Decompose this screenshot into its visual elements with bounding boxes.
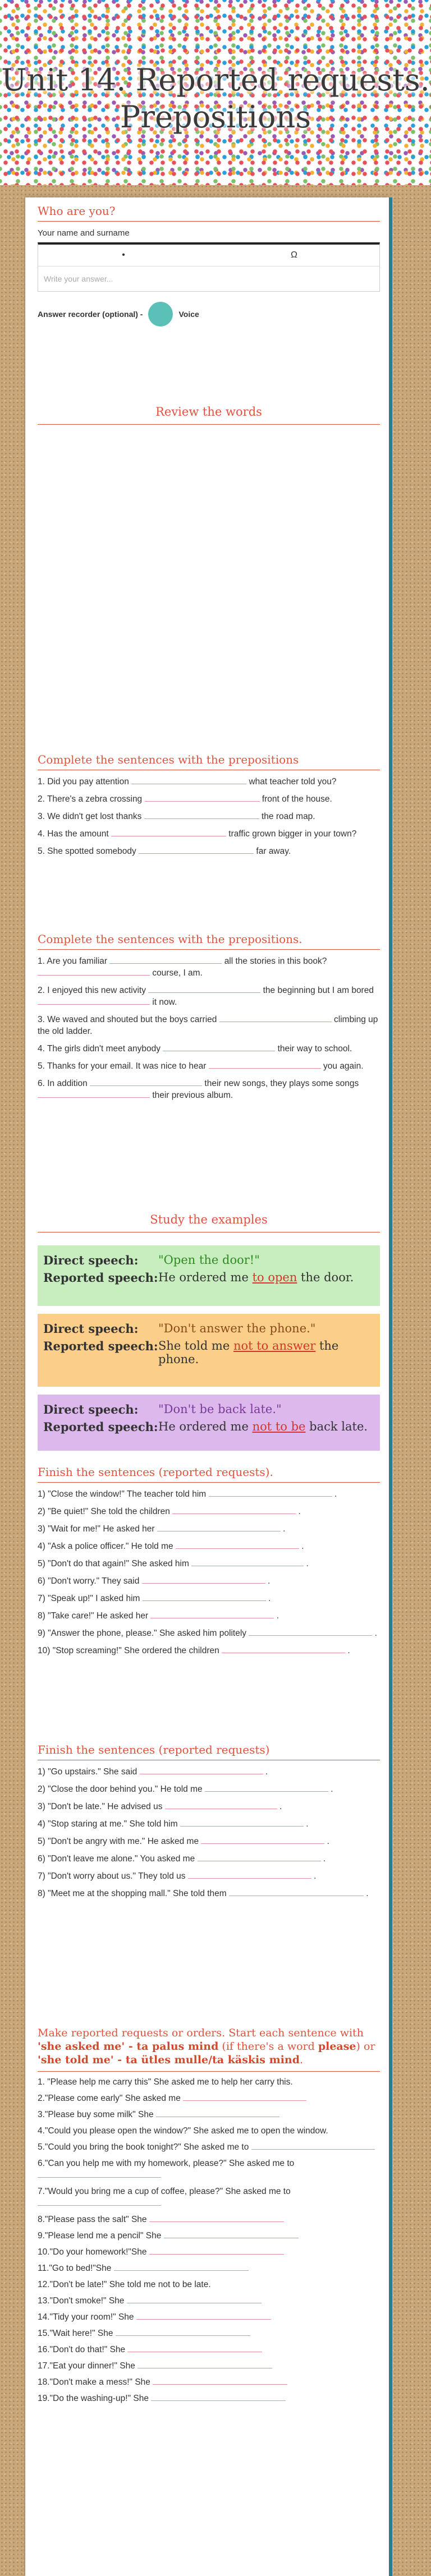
editor-toolbar xyxy=(38,245,379,266)
list-item: 2. I enjoyed this new activity the beginning but I am bored it now. xyxy=(38,986,374,1007)
prep1-section xyxy=(38,753,380,863)
answer-blank[interactable] xyxy=(38,996,150,1005)
direct-label: Direct speech: xyxy=(43,1402,139,1416)
list-item: 9) "Answer the phone, please." She asked him politely . xyxy=(38,1629,377,1638)
direct-label: Direct speech: xyxy=(43,1322,139,1336)
list-item: 8) "Take care!" He asked her . xyxy=(38,1611,279,1621)
list-item: 5. Thanks for your email. It was nice to hear you again. xyxy=(38,1061,364,1071)
list-item: 4. The girls didn't meet anybody their way to school. xyxy=(38,1044,352,1054)
examples-heading: Study the examples xyxy=(38,1213,380,1232)
header-banner xyxy=(0,0,431,185)
list-item: 8."Please pass the salt" She xyxy=(38,2214,380,2225)
answer-blank[interactable] xyxy=(90,1078,202,1086)
list-item: 3) "Don't be late." He advised us . xyxy=(38,1802,282,1811)
answer-blank[interactable] xyxy=(127,2295,262,2303)
page-title: Unit 14. Reported requests. Prepositions xyxy=(1,62,430,135)
answer-blank[interactable] xyxy=(205,1783,328,1792)
list-item: 2. There's a zebra crossing front of the house. xyxy=(38,794,332,804)
voice-label: Voice xyxy=(178,310,199,319)
answer-blank[interactable] xyxy=(145,793,260,802)
list-item: 5) "Don't be angry with me." He asked me . xyxy=(38,1837,329,1846)
answer-blank[interactable] xyxy=(180,1818,304,1827)
list-item: 2) "Close the door behind you." He told me . xyxy=(38,1784,333,1794)
list-item: 4. Has the amount traffic grown bigger in your town? xyxy=(38,829,357,839)
list-item: 6) "Don't leave me alone." You asked me . xyxy=(38,1854,326,1864)
list-item: 7) "Speak up!" I asked him . xyxy=(38,1594,271,1603)
answer-blank[interactable] xyxy=(38,1089,150,1098)
answer-blank[interactable] xyxy=(111,828,226,836)
bullet-button[interactable]: • xyxy=(122,250,125,260)
answer-blank[interactable] xyxy=(229,1888,364,1896)
list-item: 8) "Meet me at the shopping mall." She told them . xyxy=(38,1889,369,1898)
direct-label: Direct speech: xyxy=(43,1253,139,1267)
answer-blank[interactable] xyxy=(140,1766,263,1774)
list-item: 5."Could you bring the book tonight?" She asked me to xyxy=(38,2141,380,2153)
answer-blank[interactable] xyxy=(222,1645,345,1653)
answer-blank[interactable] xyxy=(143,1593,266,1601)
list-item: 4."Could you please open the window?" She asked me to open the window. xyxy=(38,2126,328,2136)
list-item: 19."Do the washing-up!" She xyxy=(38,2393,380,2404)
answer-blank[interactable] xyxy=(249,1627,372,1636)
answer-blank[interactable] xyxy=(38,967,150,976)
answer-blank[interactable] xyxy=(116,2327,250,2336)
answer-blank[interactable] xyxy=(114,2262,249,2271)
list-item: 1. Are you familiar all the stories in this book? course, I am. xyxy=(38,956,327,978)
answer-blank[interactable] xyxy=(38,2197,161,2206)
example-card xyxy=(38,1395,380,1451)
list-item: 15."Wait here!" She xyxy=(38,2327,380,2339)
prep1-heading: Complete the sentences with the prepositions xyxy=(38,753,380,770)
list-item: 2."Please come early" She asked me xyxy=(38,2092,380,2104)
who-heading: Who are you? xyxy=(38,204,380,222)
list-item: 17."Eat your dinner!" She xyxy=(38,2360,380,2372)
answer-blank[interactable] xyxy=(209,1060,321,1069)
name-label: Your name and surname xyxy=(38,228,130,238)
list-item: 14."Tidy your room!" She xyxy=(38,2311,380,2323)
answer-input[interactable]: Write your answer... xyxy=(44,274,113,283)
answer-blank[interactable] xyxy=(136,2311,271,2320)
answer-blank[interactable] xyxy=(209,1488,332,1497)
list-item: 10."Do your homework!"She xyxy=(38,2246,380,2258)
reported-label: Reported speech: xyxy=(43,1420,158,1434)
finish2-section xyxy=(38,1743,380,1905)
list-item: 18."Don't make a mess!" She xyxy=(38,2376,380,2388)
direct-quote: "Don't be back late." xyxy=(158,1402,282,1416)
answer-blank[interactable] xyxy=(142,1575,265,1584)
list-item: 1) "Go upstairs." She said . xyxy=(38,1767,268,1777)
direct-quote: "Open the door!" xyxy=(158,1253,260,1267)
example-card xyxy=(38,1314,380,1387)
answer-blank[interactable] xyxy=(191,1558,304,1566)
list-item: 3. We didn't get lost thanks the road map. xyxy=(38,812,315,821)
review-section xyxy=(38,405,380,425)
answer-blank[interactable] xyxy=(151,2393,286,2401)
list-item: 2) "Be quiet!" She told the children . xyxy=(38,1507,301,1516)
list-item: 7."Would you bring me a cup of coffee, please?" She asked me to xyxy=(38,2186,380,2209)
list-item: 6) "Don't worry." They said . xyxy=(38,1576,270,1586)
list-item: 6."Can you help me with my homework, please?" She asked me to xyxy=(38,2158,380,2181)
answer-blank[interactable] xyxy=(137,2360,272,2368)
answer-blank[interactable] xyxy=(149,2246,284,2255)
example-card xyxy=(38,1245,380,1306)
prep2-section xyxy=(38,932,380,1107)
reported-label: Reported speech: xyxy=(43,1339,158,1353)
list-item: 5. She spotted somebody far away. xyxy=(38,847,291,856)
answer-blank[interactable] xyxy=(163,1043,275,1051)
answer-blank[interactable] xyxy=(219,1014,332,1022)
answer-blank[interactable] xyxy=(251,2141,375,2150)
list-item: 1) "Close the window!" The teacher told him . xyxy=(38,1489,337,1499)
answer-blank[interactable] xyxy=(38,2169,161,2178)
answer-blank[interactable] xyxy=(109,955,222,964)
recorder-label: Answer recorder (optional) - xyxy=(38,310,143,319)
answer-blank[interactable] xyxy=(153,2376,287,2385)
reported-sentence: He ordered me to open the door. xyxy=(158,1271,354,1284)
list-item: 13."Don't smoke!" She xyxy=(38,2295,380,2307)
answer-blank[interactable] xyxy=(164,2230,299,2238)
finish1-section xyxy=(38,1465,380,1662)
list-item: 1. Did you pay attention what teacher told you? xyxy=(38,777,337,786)
finish2-heading: Finish the sentences (reported requests) xyxy=(38,1743,380,1760)
list-item: 4) "Stop staring at me." She told him . xyxy=(38,1819,309,1829)
record-button[interactable] xyxy=(148,302,173,326)
answer-blank[interactable] xyxy=(139,845,254,854)
answer-blank[interactable] xyxy=(165,1801,277,1809)
omega-button[interactable]: Ω xyxy=(291,250,297,260)
review-heading: Review the words xyxy=(38,405,380,425)
answer-blank[interactable] xyxy=(176,1540,299,1549)
prep2-heading: Complete the sentences with the prepositions. xyxy=(38,932,380,950)
answer-box xyxy=(38,242,380,292)
answer-blank[interactable] xyxy=(148,985,260,993)
answer-blank[interactable] xyxy=(144,811,259,819)
list-item: 10) "Stop screaming!" She ordered the children . xyxy=(38,1646,350,1655)
list-item: 7) "Don't worry about us." They told us . xyxy=(38,1871,317,1881)
answer-blank[interactable] xyxy=(149,2214,284,2222)
list-item: 3. We waved and shouted but the boys carried climbing up the old ladder. xyxy=(38,1015,378,1036)
finish1-heading: Finish the sentences (reported requests). xyxy=(38,1465,380,1483)
reported-sentence: She told me not to answer the phone. xyxy=(158,1339,339,1366)
list-item: 9."Please lend me a pencil" She xyxy=(38,2230,380,2242)
answer-blank[interactable] xyxy=(156,2109,279,2117)
answer-blank[interactable] xyxy=(131,776,246,784)
list-item: 16."Don't do that!" She xyxy=(38,2344,380,2356)
answer-blank[interactable] xyxy=(150,1610,274,1618)
answer-blank[interactable] xyxy=(188,1870,311,1879)
recorder-row xyxy=(38,302,380,326)
direct-quote: "Don't answer the phone." xyxy=(158,1322,316,1335)
answer-blank[interactable] xyxy=(198,1853,321,1861)
list-item: 6. In addition their new songs, they plays some songs their previous album. xyxy=(38,1079,359,1100)
answer-blank[interactable] xyxy=(183,2092,306,2101)
list-item: 5) "Don't do that again!" She asked him . xyxy=(38,1559,309,1568)
reported-sentence: He ordered me not to be back late. xyxy=(158,1420,368,1433)
who-section xyxy=(38,204,380,326)
make-section xyxy=(38,2026,380,2409)
list-item: 3."Please buy some milk" She xyxy=(38,2109,380,2120)
answer-blank[interactable] xyxy=(172,1506,296,1514)
answer-blank[interactable] xyxy=(157,1523,281,1531)
list-item: 11."Go to bed!"She xyxy=(38,2262,380,2274)
answer-blank[interactable] xyxy=(127,2344,262,2352)
make-instructions: Make reported requests or orders. Start each sentence with 'she asked me' - ta palus mind (if there's a word please) or 'she told me' - ta ütles mulle/ta käskis mind. xyxy=(38,2026,380,2072)
answer-blank[interactable] xyxy=(201,1836,324,1844)
list-item: 12."Don't be late!" She told me not to be late. xyxy=(38,2280,211,2289)
reported-label: Reported speech: xyxy=(43,1271,158,1285)
list-item: 3) "Wait for me!" He asked her . xyxy=(38,1524,286,1534)
list-item: 4) "Ask a police officer." He told me . xyxy=(38,1542,304,1551)
worksheet xyxy=(25,197,389,2576)
list-item: 1. "Please help me carry this" She asked me to help her carry this. xyxy=(38,2077,293,2087)
